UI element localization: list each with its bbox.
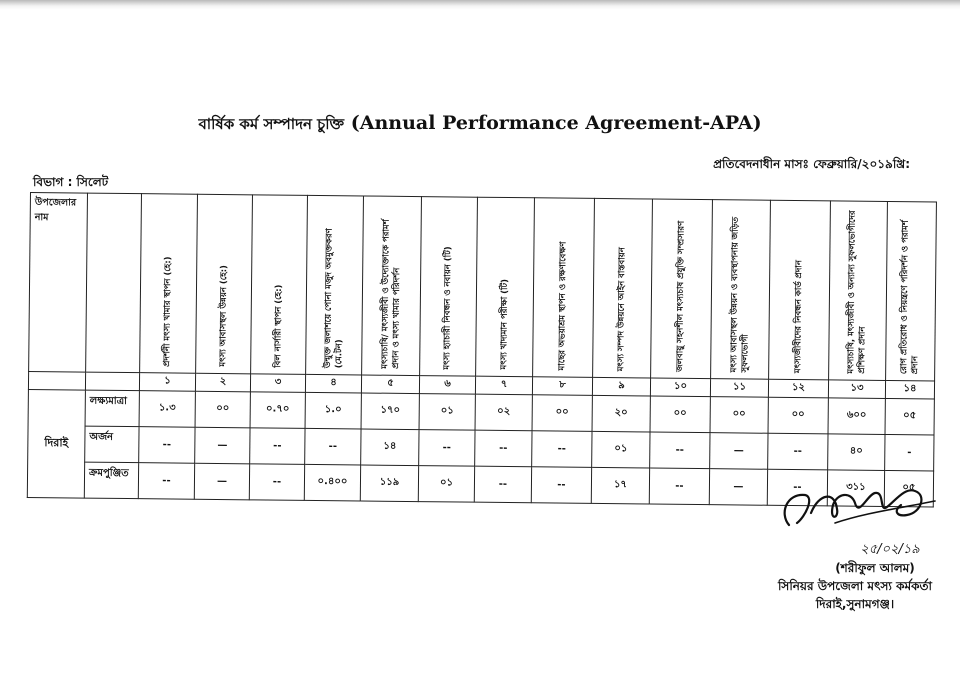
column-header-6 bbox=[420, 197, 478, 377]
column-number: ১১ bbox=[710, 379, 768, 398]
column-header-text: মৎস্য আবাসস্থল উন্নয়ন (হে:) bbox=[217, 265, 229, 368]
column-header-10 bbox=[651, 199, 713, 379]
table-cell: -- bbox=[419, 430, 475, 467]
table-cell: ৬০০ bbox=[828, 398, 885, 435]
column-header-text: বিল নার্সারী স্থাপন (হে:) bbox=[272, 284, 284, 368]
header-row bbox=[29, 193, 937, 381]
column-number: ৬ bbox=[419, 376, 475, 395]
table-cell: -- bbox=[768, 433, 828, 470]
column-header-text: রোগ প্রতিরোধ ও নিয়ন্ত্রণে পরিদর্শন ও পরামর্শ প্রদান bbox=[899, 220, 921, 375]
table-cell: ০০ bbox=[195, 391, 250, 428]
column-header-13 bbox=[829, 201, 888, 381]
upazila-name: দিরাই bbox=[27, 389, 85, 498]
column-number: ১৪ bbox=[885, 380, 934, 399]
title-bengali: বার্ষিক কর্ম সম্পাদন চুক্তি bbox=[198, 115, 345, 133]
table-cell: ০১ bbox=[419, 394, 475, 431]
row-label-header bbox=[86, 193, 142, 373]
table-cell: -- bbox=[650, 432, 710, 469]
column-header-4 bbox=[306, 195, 364, 375]
table-cell: -- bbox=[532, 431, 592, 468]
column-number: ২ bbox=[195, 373, 250, 392]
table-cell: ৩১১ bbox=[827, 470, 884, 507]
table-cell: ০০ bbox=[710, 397, 768, 434]
column-number: ১২ bbox=[768, 379, 828, 398]
table-cell: - bbox=[885, 434, 934, 471]
table-cell: -- bbox=[475, 430, 532, 467]
table-cell: ০০ bbox=[650, 396, 710, 433]
document-title bbox=[0, 112, 960, 138]
column-number: ৯ bbox=[592, 377, 650, 396]
column-header-3 bbox=[251, 195, 308, 375]
column-header-14 bbox=[886, 201, 937, 381]
column-number: ১ bbox=[139, 373, 195, 392]
page-top-shadow bbox=[0, 0, 960, 10]
table-cell: ০২ bbox=[475, 394, 532, 431]
signatory-designation: সিনিয়র উপজেলা মৎস্য কর্মকর্তা bbox=[777, 579, 933, 593]
table-cell: -- bbox=[250, 428, 305, 465]
empty-cell bbox=[28, 371, 85, 390]
table-cell: -- bbox=[305, 428, 361, 465]
empty-cell bbox=[85, 372, 139, 391]
column-header-text: জলবায়ু সহনশীল মৎস্যচাষ প্রযুক্তি সম্প্রসারণ bbox=[675, 220, 687, 372]
title-english: (Annual Performance Agreement-APA) bbox=[350, 112, 762, 134]
column-header-text: মৎস্যচাষি, মৎস্যজীবী ও অন্যান্য সুফলভোগীদের প্রশিক্ষণ প্রদান bbox=[846, 210, 868, 374]
signatory-block bbox=[755, 541, 955, 613]
table-cell: ০.৪০০ bbox=[304, 464, 360, 501]
table-cell: ০৫ bbox=[885, 398, 934, 435]
division-label: বিভাগ : সিলেট bbox=[33, 175, 109, 189]
table-cell: -- bbox=[767, 469, 827, 506]
column-header-2 bbox=[196, 194, 253, 374]
column-number: ৫ bbox=[361, 375, 419, 394]
table-cell: — bbox=[709, 469, 767, 506]
table-cell: ১.৩ bbox=[139, 391, 195, 428]
column-header-12 bbox=[769, 200, 831, 380]
table-cell: — bbox=[194, 463, 249, 500]
table-cell: ১.০ bbox=[305, 392, 361, 429]
table-cell: — bbox=[710, 433, 768, 470]
column-header-5 bbox=[362, 196, 422, 376]
table-cell: ০১ bbox=[418, 466, 474, 503]
upazila-header: উপজেলার নাম bbox=[29, 193, 88, 373]
column-header-text: মৎস্য হ্যাচারী নিবন্ধন ও নবায়ন (টি) bbox=[442, 246, 454, 370]
signature-date: ২৫/০২/১৯ bbox=[860, 542, 920, 557]
column-header-11 bbox=[711, 200, 771, 380]
table-cell: ১৭০ bbox=[361, 393, 419, 430]
column-number: ৭ bbox=[475, 376, 532, 395]
column-number: ১০ bbox=[650, 378, 710, 397]
table-cell: -- bbox=[249, 464, 304, 501]
column-number: ৪ bbox=[305, 374, 361, 393]
column-header-text: মাছের অভয়াশ্রম স্থাপন ও রক্ষণাবেক্ষণ bbox=[557, 241, 569, 371]
table-cell: -- bbox=[474, 466, 531, 503]
column-header-9 bbox=[593, 198, 653, 378]
column-header-8 bbox=[533, 198, 595, 378]
column-number: ৮ bbox=[532, 377, 592, 396]
row-label: লক্ষ্যমাত্রা bbox=[85, 390, 139, 427]
table-cell: ৪০ bbox=[828, 434, 885, 471]
column-number: ১৩ bbox=[828, 380, 885, 399]
column-header-text: মৎস্য আবাসস্থল উন্নয়ন ও ব্যবস্থাপনায় জড়িত সুফলভোগী bbox=[728, 216, 751, 373]
signatory-location: দিরাই,সুনামগঞ্জ। bbox=[815, 597, 895, 611]
table-cell: ০৫ bbox=[884, 470, 933, 507]
table-cell: ০০ bbox=[768, 397, 828, 434]
column-header-text: প্রদর্শনী মৎস্য খামার স্থাপন (হে:) bbox=[162, 255, 174, 367]
table-cell: -- bbox=[138, 463, 194, 500]
column-header-text: মৎস্য সম্পদ উন্নয়নে আইন বাস্তবায়ন bbox=[616, 247, 628, 372]
reporting-month: প্রতিবেদনাধীন মাসঃ ফেব্রুয়ারি/২০১৯খ্রি: bbox=[713, 157, 910, 171]
table-cell: ১৪ bbox=[361, 429, 419, 466]
column-header-text: মৎস্যচাষি/ মৎস্যজীবী ও উদ্যোক্তাকে পরামর্শ প্রদান ও মৎস্য খামার পরিদর্শন bbox=[379, 219, 402, 369]
table-cell: ০১ bbox=[592, 431, 650, 468]
table-cell: ০০ bbox=[532, 395, 592, 432]
apa-table bbox=[27, 192, 937, 507]
column-header-1 bbox=[140, 194, 198, 374]
row-label: অর্জন bbox=[85, 426, 139, 463]
column-header-text: মৎস্যজীবীদের নিবন্ধন কার্ড প্রদান bbox=[793, 259, 805, 374]
table-cell: ০.৭০ bbox=[250, 392, 305, 429]
signatory-name: (শরীফুল আলম) bbox=[835, 561, 915, 575]
table-cell: -- bbox=[649, 468, 709, 505]
column-header-text: উন্মুক্ত জলাশয়ে পোনা মজুদ অবমুক্তকরণ (মে.টন) bbox=[322, 228, 344, 369]
table-cell: -- bbox=[531, 467, 591, 504]
table-cell: — bbox=[195, 427, 250, 464]
column-header-7 bbox=[476, 197, 535, 377]
table-cell: ১১৯ bbox=[360, 465, 418, 502]
table-cell: -- bbox=[139, 427, 195, 464]
table-cell: ২০ bbox=[592, 395, 650, 432]
row-label: ক্রমপুঞ্জিত bbox=[84, 462, 138, 499]
column-header-text: মৎস্য খাদ্যমান পরীক্ষা (টি) bbox=[498, 279, 510, 371]
column-number: ৩ bbox=[250, 374, 305, 393]
table-cell: ১৭ bbox=[591, 467, 649, 504]
